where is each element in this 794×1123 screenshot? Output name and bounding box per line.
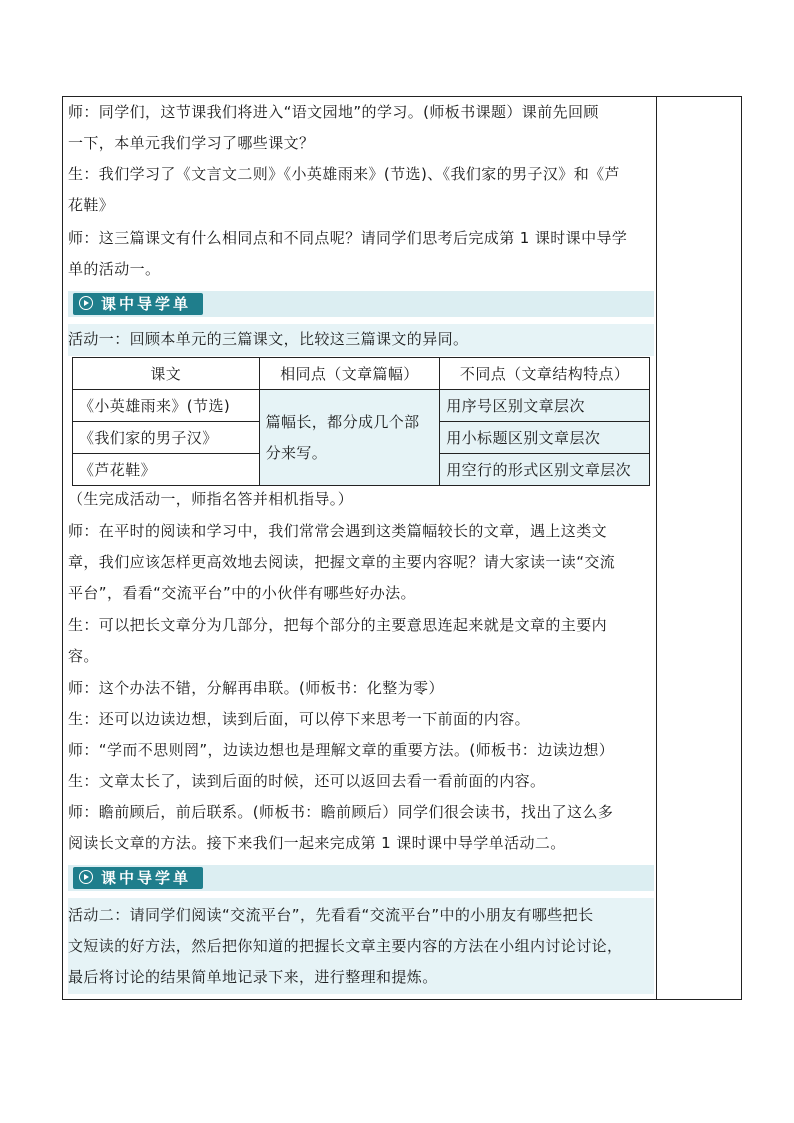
table-cell-diff: 用空行的形式区别文章层次 <box>440 454 650 486</box>
text-line: （生完成活动一，师指名答并相机指导。） <box>68 490 354 508</box>
paragraph-teacher-method2 <box>68 735 654 766</box>
table-header-cell: 相同点（文章篇幅） <box>259 358 440 390</box>
activity1-intro <box>68 324 654 355</box>
table-header-cell: 课文 <box>73 358 260 390</box>
comparison-table <box>72 357 650 486</box>
play-icon <box>79 870 93 884</box>
text-line: 活动一：回顾本单元的三篇课文，比较这三篇课文的异同。 <box>68 330 469 348</box>
paragraph-teacher-summary <box>68 797 654 859</box>
table-cell-text: 《芦花鞋》 <box>73 454 260 486</box>
text-line: 章，我们应该怎样更高效地去阅读，把握文章的主要内容呢？请大家读一读“交流 <box>68 553 616 571</box>
guide-badge-label: 课中导学单 <box>101 869 192 887</box>
text-line: 一下，本单元我们学习了哪些课文？ <box>68 134 315 152</box>
text-line: 生：可以把长文章分为几部分，把每个部分的主要意思连起来就是文章的主要内 <box>68 616 608 634</box>
text-line: 文短读的好方法，然后把你知道的把握长文章主要内容的方法在小组内讨论讨论， <box>68 937 623 955</box>
paragraph-student-method3 <box>68 766 654 797</box>
paragraph-student-answer <box>68 159 654 221</box>
paragraph-teacher-question <box>68 223 654 285</box>
paragraph-student-method2 <box>68 704 654 735</box>
section-header-guide-2 <box>68 865 654 891</box>
table-header-cell: 不同点（文章结构特点） <box>440 358 650 390</box>
table-cell-same <box>259 390 440 486</box>
same-line: 分来写。 <box>265 443 328 462</box>
same-line: 篇幅长，都分成几个部 <box>265 412 420 431</box>
text-line: 活动二：请同学们阅读“交流平台”，先看看“交流平台”中的小朋友有哪些把长 <box>68 906 594 924</box>
table-cell-text: 《小英雄雨来》(节选) <box>73 390 260 422</box>
text-line: 师：瞻前顾后，前后联系。(师板书：瞻前顾后）同学们很会读书，找出了这么多 <box>68 803 614 821</box>
text-line: 师：“学而不思则罔”，边读边想也是理解文章的重要方法。(师板书：边读边想） <box>68 741 615 759</box>
text-line: 师：在平时的阅读和学习中，我们常常会遇到这类篇幅较长的文章，遇上这类文 <box>68 522 608 540</box>
text-line: 师：这个办法不错，分解再串联。(师板书：化整为零） <box>68 679 444 697</box>
play-icon <box>79 296 93 310</box>
table-header-row <box>73 358 650 390</box>
table-row <box>73 390 650 422</box>
paragraph-teacher-reading <box>68 516 654 609</box>
section-header-guide-1 <box>68 291 654 317</box>
text-line: 容。 <box>68 647 99 665</box>
paragraph-student-split <box>68 610 654 672</box>
paragraph-teacher-intro <box>68 97 654 159</box>
text-line: 生：文章太长了，读到后面的时候，还可以返回去看一看前面的内容。 <box>68 772 546 790</box>
guide-badge-label: 课中导学单 <box>101 295 192 313</box>
text-line: 阅读长文章的方法。接下来我们一起来完成第 1 课时课中导学单活动二。 <box>68 834 566 852</box>
paragraph-note <box>68 484 654 515</box>
table-cell-diff: 用小标题区别文章层次 <box>440 422 650 454</box>
text-line: 最后将讨论的结果简单地记录下来，进行整理和提炼。 <box>68 968 438 986</box>
text-line: 单的活动一。 <box>68 260 161 278</box>
column-divider <box>656 96 657 1000</box>
text-line: 生：我们学习了《文言文二则》《小英雄雨来》(节选)、《我们家的男子汉》和《芦 <box>68 165 620 183</box>
guide-badge <box>73 867 203 889</box>
table-cell-diff: 用序号区别文章层次 <box>440 390 650 422</box>
table-cell-text: 《我们家的男子汉》 <box>73 422 260 454</box>
activity2-text <box>68 900 654 993</box>
paragraph-teacher-method1 <box>68 673 654 704</box>
text-line: 师：同学们，这节课我们将进入“语文园地”的学习。(师板书课题）课前先回顾 <box>68 103 599 121</box>
guide-badge <box>73 293 203 315</box>
text-line: 师：这三篇课文有什么相同点和不同点呢？请同学们思考后完成第 1 课时课中导学 <box>68 229 628 247</box>
text-line: 花鞋》 <box>68 196 115 214</box>
text-line: 生：还可以边读边想，读到后面，可以停下来思考一下前面的内容。 <box>68 710 531 728</box>
text-line: 平台”，看看“交流平台”中的小伙伴有哪些好办法。 <box>68 584 416 602</box>
